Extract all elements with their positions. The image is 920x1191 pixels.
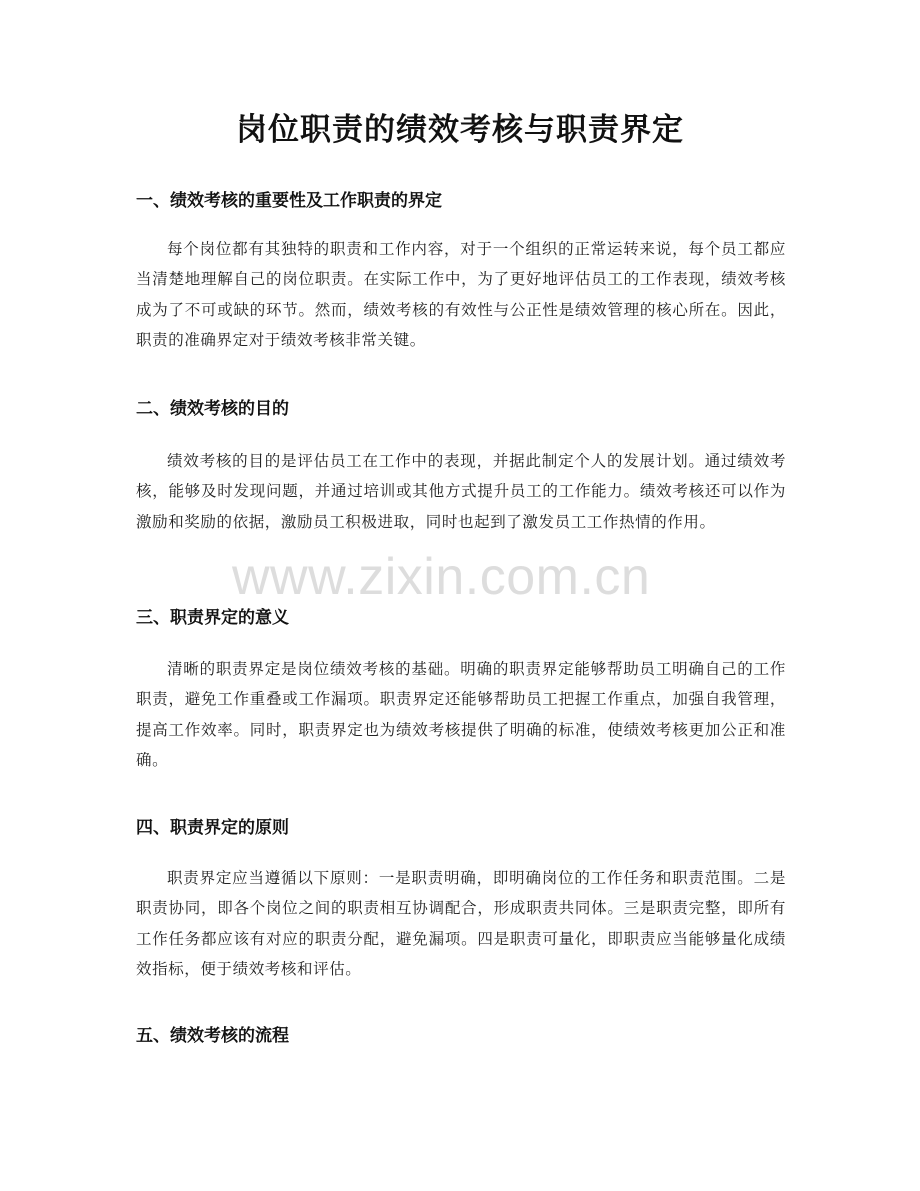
section-body-3: 清晰的职责界定是岗位绩效考核的基础。明确的职责界定能够帮助员工明确自己的工作职责，避免工作重叠或工作漏项。职责界定还能够帮助员工把握工作重点，加强自我管理，提高工作效率。同时，职责界定也为绩效考核提供了明确的标准，使绩效考核更加公正和准确。 [136,660,786,770]
section-heading-3: 三、职责界定的意义 [136,608,289,628]
section-body-2: 绩效考核的目的是评估员工在工作中的表现，并据此制定个人的发展计划。通过绩效考核，能够及时发现问题，并通过培训或其他方式提升员工的工作能力。绩效考核还可以作为激励和奖励的依据，激励员工积极进取，同时也起到了激发员工工作热情的作用。 [136,452,786,531]
watermark: www.zixin.com.cn [232,548,651,606]
section-body-4: 职责界定应当遵循以下原则：一是职责明确，即明确岗位的工作任务和职责范围。二是职责协同，即各个岗位之间的职责相互协调配合，形成职责共同体。三是职责完整，即所有工作任务都应该有对应的职责分配，避免漏项。四是职责可量化，即职责应当能够量化成绩效指标，便于绩效考核和评估。 [136,869,786,979]
page-title: 岗位职责的绩效考核与职责界定 [236,112,684,148]
section-heading-1: 一、绩效考核的重要性及工作职责的界定 [136,191,442,211]
section-body-1: 每个岗位都有其独特的职责和工作内容，对于一个组织的正常运转来说，每个员工都应当清楚地理解自己的岗位职责。在实际工作中，为了更好地评估员工的工作表现，绩效考核成为了不可或缺的环节。然而，绩效考核的有效性与公正性是绩效管理的核心所在。因此，职责的准确界定对于绩效考核非常关键。 [136,240,786,350]
section-heading-5: 五、绩效考核的流程 [136,1026,289,1046]
section-heading-4: 四、职责界定的原则 [136,818,289,838]
section-heading-2: 二、绩效考核的目的 [136,399,289,419]
